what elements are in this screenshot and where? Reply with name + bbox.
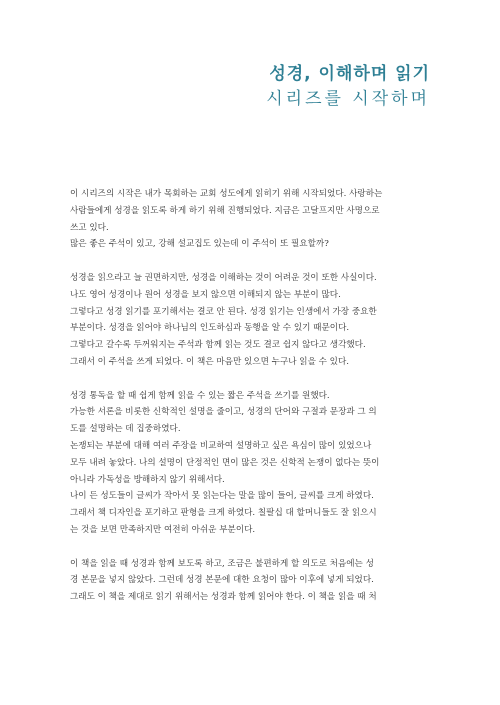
text-line: 사람들에게 성경을 읽도록 하게 하기 위해 진행되었다. 지금은 고달프지만 사명으로 <box>70 205 380 216</box>
paragraph <box>70 556 432 606</box>
text-line: 그렇다고 갈수록 두꺼워지는 주석과 함께 읽는 것도 결코 쉽지 않다고 생각했다. <box>70 340 366 351</box>
text-line: 모두 내려 놓았다. 나의 설명이 단정적인 면이 많은 것은 신학적 논쟁이 없다는 뜻이 <box>70 457 380 468</box>
text-line: 그래도 이 책을 제대로 읽기 위해서는 성경과 함께 읽어야 한다. 이 책을 읽을 때 처 <box>70 592 377 603</box>
text-line: 그렇다고 성경 읽기를 포기해서는 결코 안 된다. 성경 읽기는 인생에서 가장 중요한 <box>70 306 377 317</box>
text-line: 이 책을 읽을 때 성경과 함께 보도록 하고, 조금은 불편하게 할 의도로 처음에는 성 <box>70 558 374 569</box>
text-line: 아니라 가독성을 방해하지 않기 위해서다. <box>70 474 225 485</box>
text-line: 성경 통독을 할 때 쉽게 함께 읽을 수 있는 짧은 주석을 쓰기를 원했다. <box>70 390 330 401</box>
text-line: 나이 든 성도들이 글씨가 작아서 못 읽는다는 말을 많이 들어, 글씨를 크게 하였다. <box>70 491 374 502</box>
text-line: 그래서 책 디자인을 포기하고 판형을 크게 하였다. 칠팔십 대 할머니들도 잘 읽으시 <box>70 508 377 519</box>
paragraph <box>70 270 432 371</box>
text-line: 쓰고 있다. <box>70 222 109 233</box>
text-line: 논쟁되는 부분에 대해 여러 주장을 비교하여 설명하고 싶은 욕심이 많이 있었으나 <box>70 440 372 451</box>
text-line: 가능한 서론을 비롯한 신학적인 설명을 줄이고, 성경의 단어와 구절과 문장과 그 의 <box>70 407 377 418</box>
text-line: 경 본문을 넣지 않았다. 그런데 성경 본문에 대한 요청이 많아 이후에 넣게 되었다. <box>70 575 374 586</box>
page-title: 성경, 이해하며 읽기 <box>269 64 430 84</box>
text-line: 나도 영어 성경이나 원어 성경을 보지 않으면 이해되지 않는 부분이 많다. <box>70 289 341 300</box>
text-line: 그래서 이 주석을 쓰게 되었다. 이 책은 마음만 있으면 누구나 읽을 수 있다. <box>70 356 349 367</box>
page-subtitle: 시리즈를 시작하며 <box>266 89 430 109</box>
paragraph <box>70 388 432 539</box>
text-line: 도를 설명하는 데 집중하였다. <box>70 424 181 435</box>
text-line: 부분이다. 성경을 읽어야 하나님의 인도하심과 동행을 알 수 있기 때문이다. <box>70 323 350 334</box>
text-line: 성경을 읽으라고 늘 권면하지만, 성경을 이해하는 것이 어려운 것이 또한 사실이다. <box>70 272 377 283</box>
text-line: 이 시리즈의 시작은 내가 목회하는 교회 성도에게 읽히기 위해 시작되었다. 사랑하는 <box>70 189 383 199</box>
body-text <box>70 186 432 623</box>
text-line: 많은 좋은 주석이 있고, 강해 설교집도 있는데 이 주석이 또 필요할까? <box>70 239 329 250</box>
heading-block <box>266 62 430 112</box>
paragraph <box>70 186 432 253</box>
text-line: 는 것을 보면 만족하지만 여전히 아쉬운 부분이다. <box>70 524 256 535</box>
